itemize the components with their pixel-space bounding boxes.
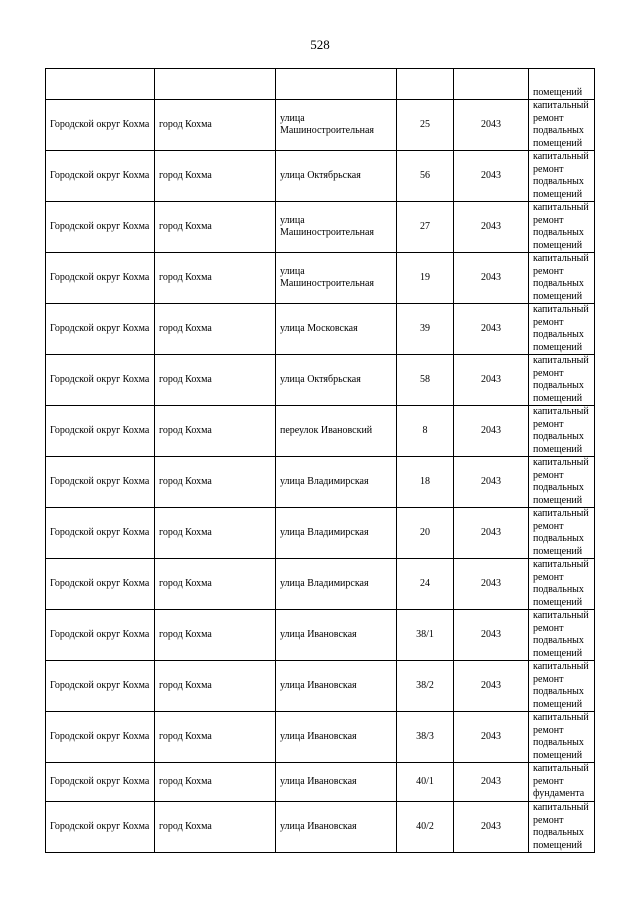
cell-house: 38/3 <box>397 712 454 763</box>
cell-house: 19 <box>397 253 454 304</box>
cell-street: улица Ивановская <box>276 610 397 661</box>
cell-house: 8 <box>397 406 454 457</box>
cell-work-type: капитальный ремонт подвальных помещений <box>529 457 595 508</box>
cell-settlement: город Кохма <box>155 763 276 802</box>
table-row <box>46 406 595 457</box>
cell-settlement: город Кохма <box>155 151 276 202</box>
cell-work-type: капитальный ремонт фундамента <box>529 763 595 802</box>
cell-year: 2043 <box>454 610 529 661</box>
cell-settlement: город Кохма <box>155 610 276 661</box>
cell-street: улица Ивановская <box>276 712 397 763</box>
cell-work-type: капитальный ремонт подвальных помещений <box>529 355 595 406</box>
cell-year: 2043 <box>454 802 529 853</box>
cell-settlement: город Кохма <box>155 802 276 853</box>
table-body <box>46 69 595 853</box>
cell-district: Городской округ Кохма <box>46 100 155 151</box>
table-row <box>46 802 595 853</box>
cell-settlement: город Кохма <box>155 457 276 508</box>
cell-district: Городской округ Кохма <box>46 661 155 712</box>
cell-settlement: город Кохма <box>155 712 276 763</box>
cell-street: улица Октябрьская <box>276 151 397 202</box>
cell-work-type: капитальный ремонт подвальных помещений <box>529 151 595 202</box>
cell-year: 2043 <box>454 763 529 802</box>
cell-house: 25 <box>397 100 454 151</box>
table-row <box>46 508 595 559</box>
cell-house: 56 <box>397 151 454 202</box>
cell-street: переулок Ивановский <box>276 406 397 457</box>
cell-year: 2043 <box>454 304 529 355</box>
cell-year: 2043 <box>454 253 529 304</box>
cell-street: улица Ивановская <box>276 802 397 853</box>
cell-house: 20 <box>397 508 454 559</box>
cell-house <box>397 69 454 100</box>
cell-settlement: город Кохма <box>155 406 276 457</box>
cell-district: Городской округ Кохма <box>46 508 155 559</box>
cell-street: улица Ивановская <box>276 661 397 712</box>
cell-settlement: город Кохма <box>155 355 276 406</box>
cell-street: улица Ивановская <box>276 763 397 802</box>
table-row <box>46 661 595 712</box>
cell-district: Городской округ Кохма <box>46 802 155 853</box>
cell-year: 2043 <box>454 457 529 508</box>
cell-street: улица Машиностроительная <box>276 253 397 304</box>
cell-year: 2043 <box>454 202 529 253</box>
table-row <box>46 559 595 610</box>
cell-district: Городской округ Кохма <box>46 202 155 253</box>
cell-settlement: город Кохма <box>155 253 276 304</box>
cell-year: 2043 <box>454 406 529 457</box>
cell-work-type: капитальный ремонт подвальных помещений <box>529 202 595 253</box>
cell-district: Городской округ Кохма <box>46 559 155 610</box>
cell-house: 40/2 <box>397 802 454 853</box>
cell-street: улица Машиностроительная <box>276 100 397 151</box>
cell-year: 2043 <box>454 559 529 610</box>
cell-street: улица Владимирская <box>276 559 397 610</box>
cell-house: 58 <box>397 355 454 406</box>
cell-work-type: капитальный ремонт подвальных помещений <box>529 802 595 853</box>
cell-year: 2043 <box>454 100 529 151</box>
table-row <box>46 304 595 355</box>
cell-work-type: капитальный ремонт подвальных помещений <box>529 100 595 151</box>
cell-street <box>276 69 397 100</box>
cell-district: Городской округ Кохма <box>46 457 155 508</box>
repair-schedule-table <box>45 68 595 853</box>
cell-year <box>454 69 529 100</box>
cell-work-type: капитальный ремонт подвальных помещений <box>529 712 595 763</box>
cell-street: улица Октябрьская <box>276 355 397 406</box>
cell-settlement: город Кохма <box>155 559 276 610</box>
cell-house: 24 <box>397 559 454 610</box>
cell-district: Городской округ Кохма <box>46 151 155 202</box>
cell-work-type: капитальный ремонт подвальных помещений <box>529 559 595 610</box>
cell-settlement: город Кохма <box>155 661 276 712</box>
table-row <box>46 712 595 763</box>
table-row <box>46 151 595 202</box>
cell-settlement: город Кохма <box>155 508 276 559</box>
table-row <box>46 202 595 253</box>
cell-settlement: город Кохма <box>155 202 276 253</box>
cell-work-type: капитальный ремонт подвальных помещений <box>529 253 595 304</box>
cell-house: 27 <box>397 202 454 253</box>
cell-year: 2043 <box>454 508 529 559</box>
cell-district: Городской округ Кохма <box>46 304 155 355</box>
table-row <box>46 253 595 304</box>
table-row <box>46 457 595 508</box>
cell-settlement: город Кохма <box>155 100 276 151</box>
cell-street: улица Владимирская <box>276 457 397 508</box>
cell-settlement: город Кохма <box>155 304 276 355</box>
cell-street: улица Московская <box>276 304 397 355</box>
cell-settlement <box>155 69 276 100</box>
cell-work-type: капитальный ремонт подвальных помещений <box>529 661 595 712</box>
cell-year: 2043 <box>454 355 529 406</box>
cell-house: 18 <box>397 457 454 508</box>
cell-district <box>46 69 155 100</box>
cell-district: Городской округ Кохма <box>46 406 155 457</box>
cell-district: Городской округ Кохма <box>46 253 155 304</box>
cell-house: 38/2 <box>397 661 454 712</box>
table-row-continued <box>46 69 595 100</box>
cell-work-type: капитальный ремонт подвальных помещений <box>529 610 595 661</box>
table-row <box>46 100 595 151</box>
cell-year: 2043 <box>454 661 529 712</box>
cell-street: улица Владимирская <box>276 508 397 559</box>
cell-house: 40/1 <box>397 763 454 802</box>
cell-work-type: помещений <box>529 69 595 100</box>
cell-year: 2043 <box>454 712 529 763</box>
cell-work-type: капитальный ремонт подвальных помещений <box>529 508 595 559</box>
cell-work-type: капитальный ремонт подвальных помещений <box>529 304 595 355</box>
cell-district: Городской округ Кохма <box>46 610 155 661</box>
cell-house: 39 <box>397 304 454 355</box>
cell-year: 2043 <box>454 151 529 202</box>
cell-district: Городской округ Кохма <box>46 712 155 763</box>
cell-street: улица Машиностроительная <box>276 202 397 253</box>
cell-district: Городской округ Кохма <box>46 763 155 802</box>
table-row <box>46 355 595 406</box>
cell-house: 38/1 <box>397 610 454 661</box>
cell-work-type: капитальный ремонт подвальных помещений <box>529 406 595 457</box>
table-row <box>46 763 595 802</box>
cell-district: Городской округ Кохма <box>46 355 155 406</box>
page-number: 528 <box>310 37 330 52</box>
table-row <box>46 610 595 661</box>
